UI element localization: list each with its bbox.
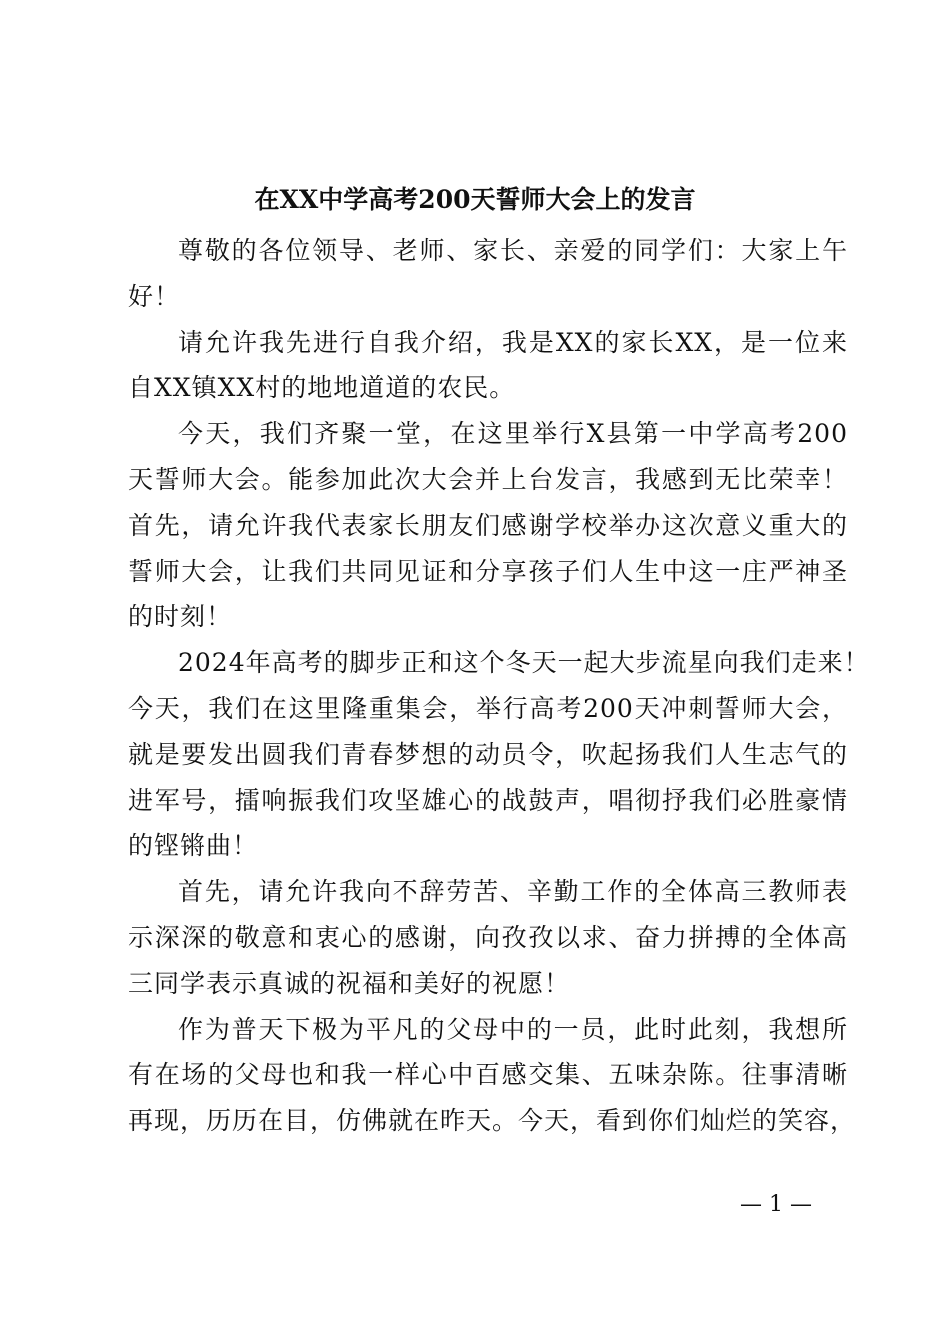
text-line: 好！	[128, 281, 181, 311]
text-line: 尊敬的各位领导、老师、家长、亲爱的同学们：大家上午	[178, 236, 848, 265]
text-line: 进军号，擂响振我们攻坚雄心的战鼓声，唱彻抒我们必胜豪情	[128, 785, 848, 815]
text-line: 就是要发出圆我们青春梦想的动员令，吹起扬我们人生志气的	[128, 739, 848, 769]
text-line: 再现，历历在目，仿佛就在昨天。今天，看到你们灿烂的笑容，	[128, 1106, 857, 1136]
text-line: 请允许我先进行自我介绍，我是XX的家长XX，是一位来	[178, 327, 848, 357]
text-line: 作为普天下极为平凡的父母中的一员，此时此刻，我想所	[178, 1014, 848, 1044]
text-line: 今天，我们在这里隆重集会，举行高考200天冲刺誓师大会，	[128, 693, 848, 723]
text-line: 誓师大会，让我们共同见证和分享孩子们人生中这一庄严神圣	[128, 556, 848, 586]
text-line: 的时刻！	[128, 602, 233, 632]
text-line: 自XX镇XX村的地地道道的农民。	[128, 373, 516, 403]
text-line: 2024年高考的脚步正和这个冬天一起大步流星向我们走来！	[178, 648, 870, 678]
text-line: 的铿锵曲！	[128, 831, 259, 861]
text-line: 有在场的父母也和我一样心中百感交集、五味杂陈。往事清晰	[128, 1060, 848, 1090]
document-title: 在XX中学高考200天誓师大会上的发言	[254, 185, 696, 214]
text-line: 三同学表示真诚的祝福和美好的祝愿！	[128, 968, 571, 998]
page-number: — 1 —	[740, 1192, 812, 1217]
text-line: 示深深的敬意和衷心的感谢，向孜孜以求、奋力拼搏的全体高	[128, 922, 848, 952]
document-body	[128, 228, 870, 1144]
text-line: 今天，我们齐聚一堂，在这里举行X县第一中学高考200	[178, 419, 848, 449]
text-line: 首先，请允许我向不辞劳苦、辛勤工作的全体高三教师表	[178, 877, 848, 907]
text-line: 天誓师大会。能参加此次大会并上台发言，我感到无比荣幸！	[128, 464, 848, 494]
text-line: 首先，请允许我代表家长朋友们感谢学校举办这次意义重大的	[128, 510, 848, 540]
